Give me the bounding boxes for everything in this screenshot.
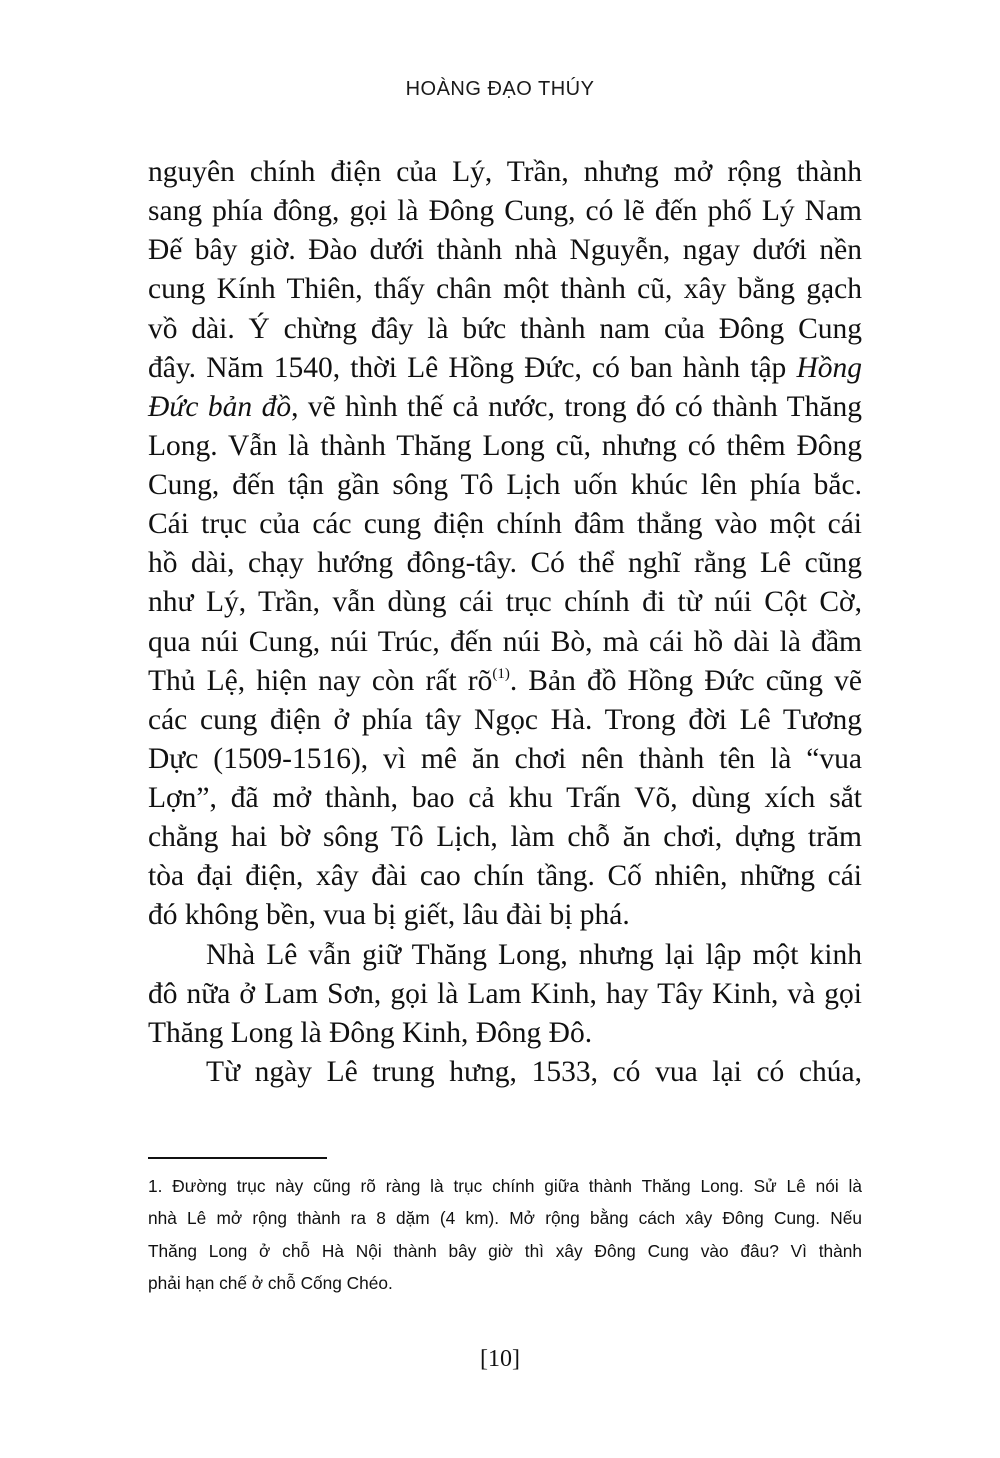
text-segment: sang phía đông, gọi là Đông Cung, có lẽ đến phố Lý Nam [148,195,862,228]
text-line [148,310,862,349]
footnote-line: nhà Lê mở rộng thành ra 8 dặm (4 km). Mở rộng bằng cách xây Đông Cung. Nếu [148,1208,862,1229]
text-segment: Cái trục của các cung điện chính đâm thẳng vào một cái [148,508,862,541]
text-segment: chằng hai bờ sông Tô Lịch, làm chỗ ăn chơi, dựng trăm [148,821,862,854]
footnote [148,1170,862,1299]
text-segment: Từ ngày Lê trung hưng, 1533, có vua lại có chúa, [206,1055,862,1088]
text-segment: đó không bền, vua bị giết, lâu đài bị phá. [148,899,630,932]
text-segment: tòa đại điện, xây đài cao chín tầng. Cố nhiên, những cái [148,860,862,893]
footnote-line: Thăng Long ở chỗ Hà Nội thành bây giờ thì xây Đông Cung vào đâu? Vì thành [148,1240,862,1261]
text-segment: đô nữa ở Lam Sơn, gọi là Lam Kinh, hay Tây Kinh, và gọi [148,977,862,1010]
text-line [148,701,862,740]
text-segment: các cung điện ở phía tây Ngọc Hà. Trong đời Lê Tương [148,703,862,736]
text-segment: , vẽ hình thế cả nước, trong đó có thành Thăng [291,390,862,423]
text-line [148,427,862,466]
text-line [148,623,862,662]
text-segment: Lợn”, đã mở thành, bao cả khu Trấn Võ, dùng xích sắt [148,782,862,814]
text-line [148,896,862,935]
text-line [148,544,862,583]
footnote-line: phải hạn chế ở chỗ Cống Chéo. [148,1272,393,1293]
text-line [148,583,862,622]
text-segment: Long. Vẫn là thành Thăng Long cũ, nhưng có thêm Đông [148,429,862,462]
text-segment: Dực (1509-1516), vì mê ăn chơi nên thành tên là “vua [148,742,862,775]
text-line [148,270,862,309]
text-segment: Nhà Lê vẫn giữ Thăng Long, nhưng lại lập một kinh [206,938,862,971]
text-segment: . Bản đồ Hồng Đức cũng vẽ [509,664,862,697]
text-line [148,153,862,192]
text-line [148,1014,862,1053]
text-line [148,740,862,779]
text-segment: hồ dài, chạy hướng đông-tây. Có thể nghĩ rằng Lê cũng [148,547,862,580]
text-segment: cung Kính Thiên, thấy chân một thành cũ, xây bằng gạch [148,273,862,306]
text-segment: Cung, đến tận gần sông Tô Lịch uốn khúc lên phía bắc. [148,469,862,501]
italic-title: Đức bản đồ [148,390,292,423]
text-segment: như Lý, Trần, vẫn dùng cái trục chính đi từ núi Cột Cờ, [148,586,862,619]
body-text [148,153,862,1092]
text-line [148,505,862,544]
text-segment: Thăng Long là Đông Kinh, Đông Đô. [148,1016,593,1049]
text-line [148,857,862,896]
text-line [148,975,862,1014]
text-segment: nguyên chính điện của Lý, Trần, nhưng mở rộng thành [148,156,862,188]
italic-title: Hồng [796,351,862,384]
footnote-line: 1. Đường trục này cũng rõ ràng là trục chính giữa thành Thăng Long. Sử Lê nói là [148,1176,862,1196]
text-segment: Thủ Lệ, hiện nay còn rất rõ [148,664,493,697]
footnote-ref: (1) [492,665,510,682]
text-line [148,388,862,427]
text-line [148,779,862,818]
text-segment: vồ dài. Ý chừng đây là bức thành nam của Đông Cung [148,312,862,345]
text-segment: đây. Năm 1540, thời Lê Hồng Đức, có ban hành tập [148,351,797,384]
text-line [148,349,862,388]
page-number: [10] [480,1346,520,1372]
text-line [148,662,862,701]
running-header: HOÀNG ĐẠO THÚY [405,78,595,100]
text-segment: Đế bây giờ. Đào dưới thành nhà Nguyễn, ngay dưới nền [148,234,862,267]
text-line [148,192,862,231]
footnote-divider [148,1157,327,1159]
text-line [148,231,862,270]
text-line [148,818,862,857]
text-segment: qua núi Cung, núi Trúc, đến núi Bò, mà cái hồ dài là đầm [148,625,862,658]
text-line [148,1053,862,1092]
text-line [148,466,862,505]
text-line [148,936,862,975]
